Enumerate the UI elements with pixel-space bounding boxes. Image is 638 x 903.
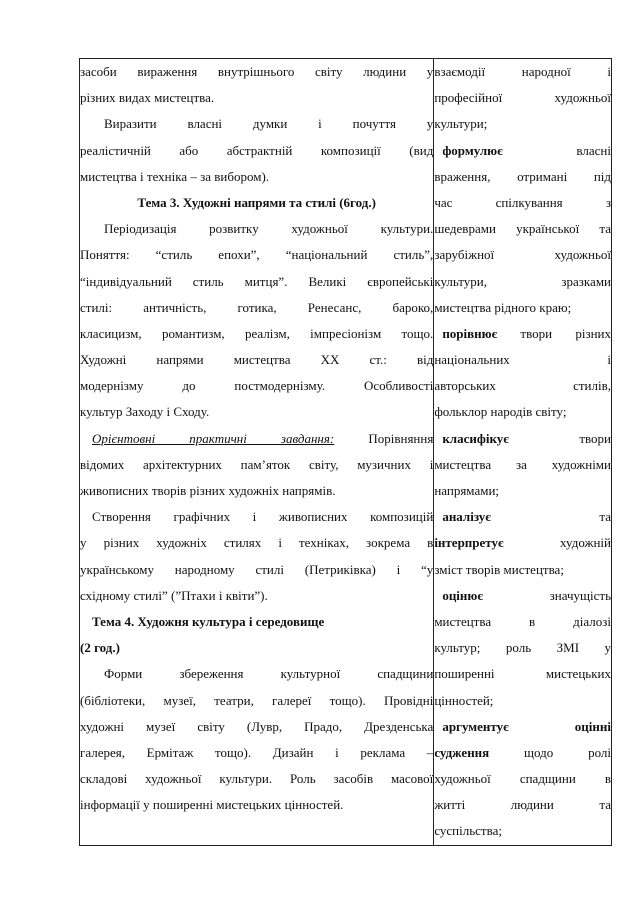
text-line: мистецтва в діалозі <box>434 613 611 629</box>
text-fragment: твори <box>508 430 611 446</box>
text-fragment: художній <box>503 535 611 551</box>
text-line: культур; роль ЗМІ у <box>434 640 611 656</box>
text-line: зарубіжної художньої <box>434 247 611 263</box>
text-line: відомих архітектурних пам’яток світу, музичних і <box>80 456 434 472</box>
text-line: Поняття: “стиль епохи”, “національний стиль”, <box>80 247 434 263</box>
keyword: порівнює <box>442 325 498 341</box>
text-line: різних видах мистецтва. <box>80 90 215 106</box>
keyword: інтерпретує <box>434 535 504 551</box>
text-line: Художні напрями мистецтва ХХ ст.: від <box>80 352 434 368</box>
topic-4-hours: (2 год.) <box>80 640 120 656</box>
practical-tasks-label: Орієнтовні практичні завдання: <box>92 430 335 446</box>
text-line: культури, зразками <box>434 273 611 289</box>
text-line: класицизм, романтизм, реалізм, імпресіонізм тощо. <box>80 325 434 341</box>
text-line: мистецтва і техніка – за вибором). <box>80 168 270 184</box>
keyword: судження <box>434 744 490 760</box>
text-line: враження, отримані під <box>434 168 611 184</box>
outcome-evaluates <box>434 583 611 609</box>
text-line: стилі: античність, готика, Ренесанс, бароко, <box>80 299 434 315</box>
text-line: художньої спадщини в <box>434 771 611 787</box>
outcome-compares <box>434 321 611 347</box>
text-line: “індивідуальний стиль митця”. Великі європейські <box>80 273 434 289</box>
text-line: час спілкування з <box>434 194 611 210</box>
outcome-classifies <box>434 426 611 452</box>
text-line: засоби вираження внутрішнього світу людини у <box>80 64 434 79</box>
outcome-formulates <box>434 138 611 164</box>
text-line: (бібліотеки, музеї, театри, галереї тощо). Провідні <box>80 692 434 708</box>
text-line: зміст творів мистецтва; <box>434 561 564 577</box>
text-line: художні музеї світу (Лувр, Прадо, Дрезденська <box>80 718 434 734</box>
text-line: культур Заходу і Сходу. <box>80 404 210 420</box>
outcome-argues <box>434 714 611 740</box>
outcomes-column <box>434 59 612 846</box>
text-line: національних і <box>434 352 611 368</box>
text-line: Створення графічних і живописних композицій <box>92 509 434 525</box>
text-line: у різних художніх стилях і техніках, зокрема в <box>80 535 434 551</box>
text-line: напрямами; <box>434 483 500 498</box>
keyword: аргументує <box>442 718 509 734</box>
text-line: Періодизація розвитку художньої культури. <box>104 221 434 237</box>
text-line: модернізму до постмодернізму. Особливості <box>80 378 434 394</box>
text-line: взаємодії народної і <box>434 64 611 79</box>
text-fragment: значущість <box>482 587 611 603</box>
text-line: галерея, Ермітаж тощо). Дизайн і реклама – <box>80 744 434 760</box>
text-fragment: щодо ролі <box>489 744 611 760</box>
topic-3-title: Тема 3. Художні напрями та стилі (6год.) <box>137 194 376 210</box>
text-line: мистецтва за художніми <box>434 456 611 472</box>
text-line: фольклор народів світу; <box>434 404 567 420</box>
text-line: реалістичній або абстрактній композиції (вид <box>80 142 434 158</box>
text-line: професійної художньої <box>434 90 611 106</box>
table-row <box>80 59 612 846</box>
outcome-judgments <box>434 740 611 766</box>
text-line: східному стилі” (”Птахи і квіти”). <box>80 587 268 603</box>
keyword: аналізує <box>442 509 491 525</box>
text-fragment: Порівняння <box>334 430 434 446</box>
curriculum-table <box>79 58 612 846</box>
text-line: мистецтва рідного краю; <box>434 299 572 315</box>
text-line: культури; <box>434 116 488 132</box>
keyword: формулює <box>442 142 503 158</box>
text-line: Форми збереження культурної спадщини <box>104 666 434 682</box>
text-line: шедеврами української та <box>434 221 611 237</box>
text-line: авторських стилів, <box>434 378 611 394</box>
text-fragment: власні <box>502 142 611 158</box>
text-line: цінностей; <box>434 692 494 708</box>
text-line: поширенні мистецьких <box>434 666 611 682</box>
text-line: складові художньої культури. Роль засобів масової <box>80 771 434 787</box>
text-line: суспільства; <box>434 823 502 839</box>
topic-4-title: Тема 4. Художня культура і середовище <box>92 613 325 629</box>
outcome-analyzes <box>434 504 611 530</box>
text-fragment: та <box>490 509 611 525</box>
practical-tasks-line <box>80 426 433 452</box>
text-fragment: твори різних <box>497 325 611 341</box>
text-line: Виразити власні думки і почуття у <box>104 116 434 132</box>
keyword: оцінні <box>508 718 611 734</box>
text-line: українському народному стилі (Петриківка) і “у <box>80 561 434 577</box>
keyword: класифікує <box>442 430 509 446</box>
keyword: оцінює <box>442 587 483 603</box>
text-line: інформації у поширенні мистецьких цінностей. <box>80 797 344 813</box>
text-line: житті людини та <box>434 797 611 813</box>
text-line: живописних творів різних художніх напрямів. <box>80 483 336 498</box>
content-column <box>80 59 434 846</box>
outcome-interprets <box>434 530 611 556</box>
